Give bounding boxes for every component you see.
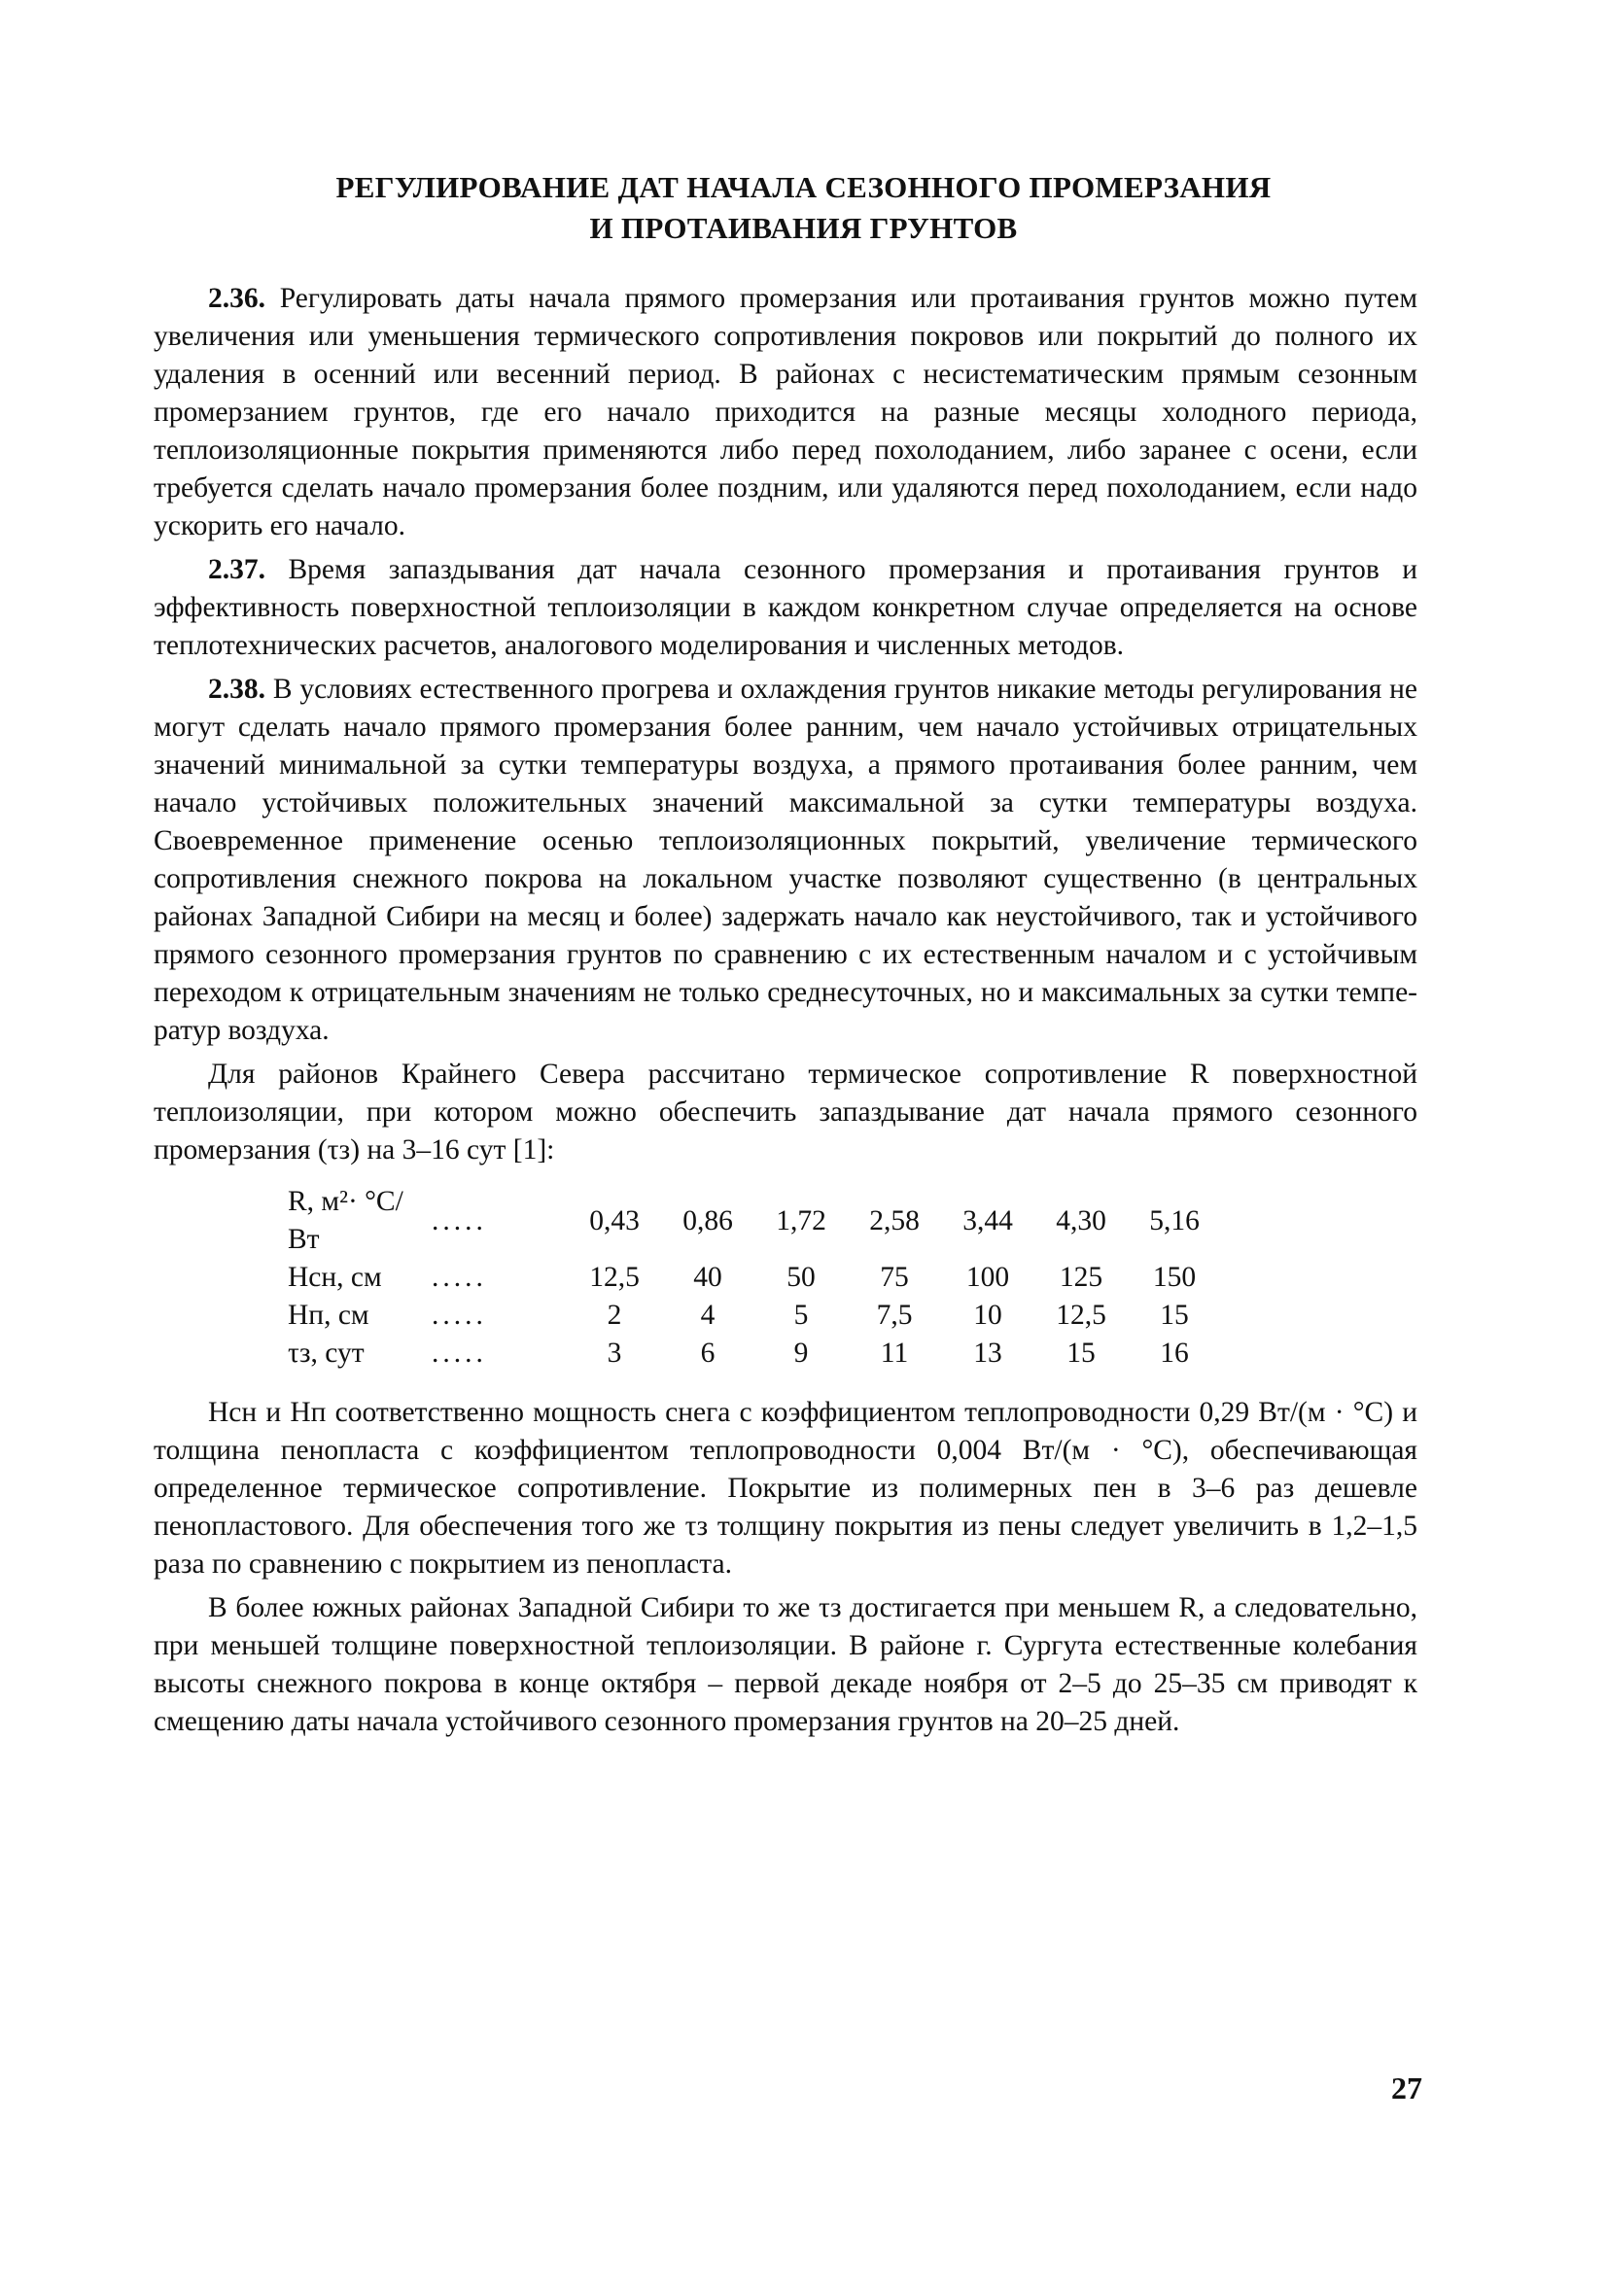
table-cell: 150	[1152, 1262, 1197, 1293]
paragraph-2-36	[154, 280, 1417, 545]
table-cell: 16	[1160, 1338, 1189, 1369]
table-cell: 2	[607, 1300, 622, 1331]
leader-dots: .....	[432, 1204, 487, 1236]
paragraph-text: В условиях естественного прогрева и охлаждения грунтов никакие методы регулирования не могут сделать начало прямого промерзания более ранним, чем начало устойчивых отрицательных значений минимальной за сутки температуры воздуха, а прямого протаивания более ранним, чем начало устойчивых положительных значений максимальной за сутки температуры воздуха. Своевременное применение осенью теплоизоляционных покрытий, увеличение термического сопротивления снежного покрова на локальном участке позволяют существенно (в центральных районах Западной Сибири на месяц и более) задержать начало как неустойчивого, так и устойчивого прямого сезонного промерзания грунтов по сравнению с их естественным началом и с устойчивым переходом к отрицательным значениям не только среднесуточных, но и максимальных за сутки температур воздуха.	[154, 674, 1417, 1046]
table-cell: 6	[700, 1338, 716, 1369]
row-label: Hсн, см	[288, 1262, 382, 1293]
table-row	[288, 1297, 1221, 1335]
paragraph-number: 2.36.	[208, 283, 265, 314]
table-cell: 11	[880, 1338, 909, 1369]
row-label: Hп, см	[288, 1300, 369, 1331]
table-cell: 1,72	[776, 1204, 826, 1236]
table-cell: 2,58	[869, 1204, 920, 1236]
table-cell: 15	[1160, 1300, 1189, 1331]
paragraph-number: 2.37.	[208, 554, 265, 585]
table-cell: 9	[793, 1338, 809, 1369]
table-cell: 0,43	[589, 1204, 640, 1236]
table-cell: 3	[607, 1338, 622, 1369]
paragraph-southern-regions: В более южных районах Западной Сибири то же τз достигается при меньшем R, а следовательно, при меньшей толщине поверхностной теплоизоляции. В районе г. Сургута естественные колебания высоты снежного покрова в конце октября – первой декаде ноября от 2–5 до 25–35 см приводят к смещению даты начала устойчивого сезонного промерзания грунтов на 20–25 дней.	[154, 1592, 1417, 1737]
paragraph-number: 2.38.	[208, 674, 265, 705]
page-number: 27	[1391, 2070, 1422, 2105]
table-row	[288, 1183, 1221, 1259]
body-text	[154, 280, 1417, 1747]
table-cell: 15	[1066, 1338, 1096, 1369]
table-cell: 50	[786, 1262, 816, 1293]
paragraph-coefficients: Hсн и Hп соответственно мощность снега с коэффициентом теплопроводности 0,29 Вт/(м · °C) и толщина пенопласта с коэффициентом теплопроводности 0,004 Вт/(м · °C), обеспечивающая определенное термическое сопротивление. Покрытие из полимерных пен в 3–6 раз дешевле пенопластового. Для обеспечения того же τз толщину покрытия из пены следует увеличить в 1,2–1,5 раза по сравнению с покрытием из пенопласта.	[154, 1397, 1417, 1580]
paragraph-text: Время запаздывания дат начала сезонного промерзания и протаивания грунтов и эффективность поверхностной теплоизоляции в каждом конкретном случае определяется на основе теплотехнических расчетов, аналогового моделирования и численных методов.	[154, 554, 1418, 661]
section-heading	[194, 167, 1413, 249]
table-cell: 125	[1059, 1262, 1103, 1293]
paragraph-text: Регулировать даты начала прямого промерзания или протаивания грунтов можно путем увеличения или уменьшения термического сопротивления покровов или покрытий до полного их удаления в осенний или весенний период. В районах с несистематическим прямым сезонным промерзанием грунтов, где его начало приходится на разные месяцы холодного периода, теплоизоляционные покрытия применяются либо перед похолоданием, либо заранее с осени, если требуется сделать начало промерзания более поздним, или удаляются перед похолоданием, если надо ускорить его начало.	[154, 283, 1417, 541]
table-row	[288, 1335, 1221, 1373]
paragraph-2-38	[154, 671, 1417, 1050]
table-row	[288, 1259, 1221, 1297]
table-cell: 5,16	[1149, 1204, 1200, 1236]
paragraph-far-north: Для районов Крайнего Севера рассчитано термическое сопротивление R поверхностной теплоизоляции, при котором можно обеспечить запаздывание дат начала прямого сезонного промерзания (τз) на 3–16 сут [1]:	[154, 1059, 1417, 1165]
resistance-table	[288, 1183, 1221, 1373]
row-label: τз, сут	[288, 1338, 365, 1369]
leader-dots: .....	[432, 1338, 487, 1369]
table-cell: 0,86	[682, 1204, 733, 1236]
table-cell: 12,5	[1056, 1300, 1106, 1331]
table-cell: 7,5	[876, 1300, 913, 1331]
heading-line-2: И ПРОТАИВАНИЯ ГРУНТОВ	[589, 211, 1018, 245]
table-cell: 75	[880, 1262, 909, 1293]
paragraph-2-37	[154, 551, 1417, 665]
table-cell: 4,30	[1056, 1204, 1106, 1236]
table-cell: 40	[693, 1262, 722, 1293]
table-cell: 13	[973, 1338, 1002, 1369]
table-cell: 100	[965, 1262, 1010, 1293]
leader-dots: .....	[432, 1300, 487, 1331]
leader-dots: .....	[432, 1262, 487, 1293]
row-label: R, м²· °C/Вт	[288, 1186, 403, 1255]
table-cell: 12,5	[589, 1262, 640, 1293]
heading-line-1: РЕГУЛИРОВАНИЕ ДАТ НАЧАЛА СЕЗОННОГО ПРОМЕРЗАНИЯ	[335, 170, 1272, 204]
table-cell: 10	[973, 1300, 1002, 1331]
table-cell: 3,44	[962, 1204, 1013, 1236]
table-cell: 4	[700, 1300, 716, 1331]
table-cell: 5	[793, 1300, 809, 1331]
